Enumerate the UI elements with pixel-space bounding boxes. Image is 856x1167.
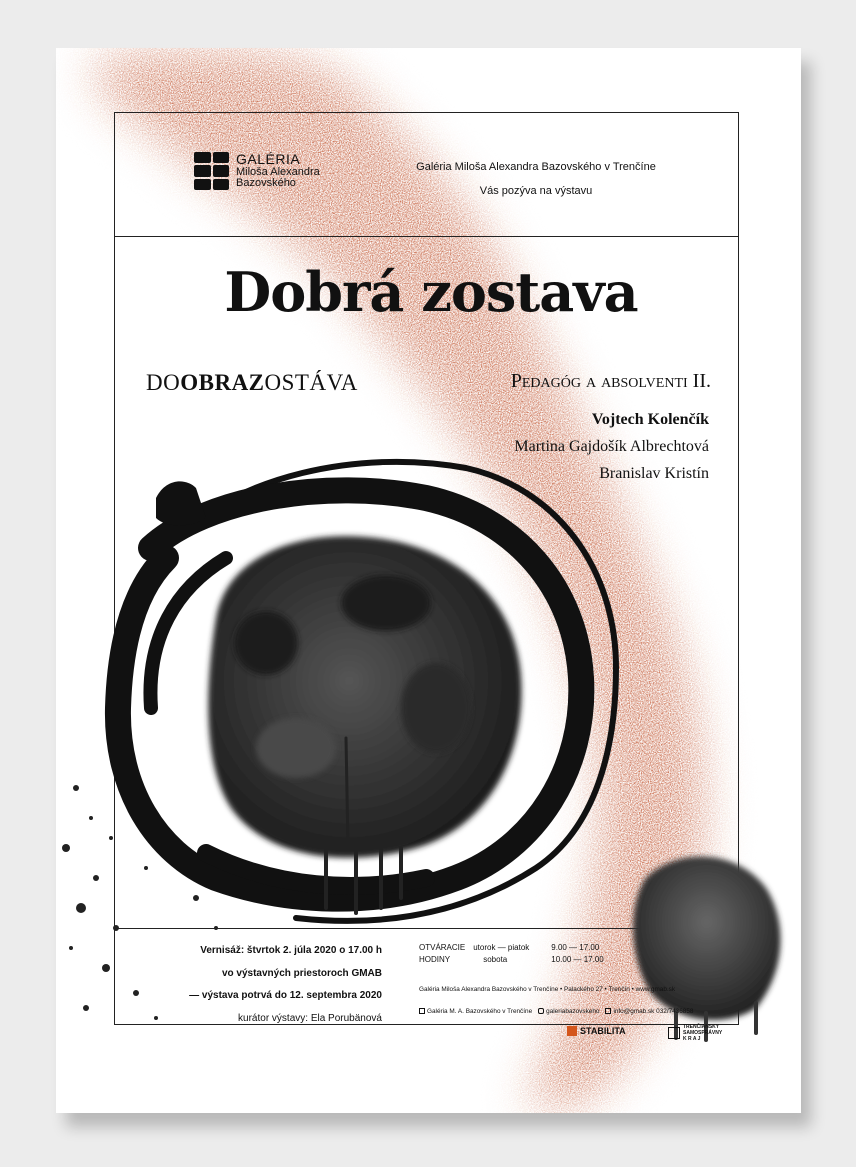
invite-gallery: Galéria Miloša Alexandra Bazovského v Trenčíne	[416, 161, 656, 173]
subtitle-part-2: OBRAZ	[180, 370, 265, 395]
event-details	[156, 940, 382, 1030]
hours-label-1: OTVÁRACIE	[419, 943, 466, 952]
facebook-link[interactable]	[419, 1008, 532, 1015]
header-divider	[114, 236, 739, 237]
instagram-link[interactable]	[538, 1008, 599, 1015]
facebook-icon	[419, 1008, 425, 1014]
poster	[56, 48, 801, 1113]
exhibition-subtitle	[146, 370, 358, 396]
venue: vo výstavných priestoroch GMAB	[221, 967, 382, 979]
gallery-logo	[194, 152, 320, 190]
artist-name: Martina Gajdošík Albrechtová	[514, 438, 709, 455]
gallery-address: Galéria Miloša Alexandra Bazovského v Trenčíne • Palackého 27 • Trenčín • www.gmab.sk	[419, 986, 676, 993]
gallery-logo-text	[236, 152, 320, 190]
stabilita-logo-icon	[567, 1026, 577, 1036]
curator: kurátor výstavy: Ela Porubänová	[238, 1012, 382, 1024]
sponsor2-line3: K R A J	[683, 1036, 701, 1042]
sponsor-region	[668, 1024, 722, 1042]
sponsor2-line1: TRENČIANSKY	[683, 1024, 720, 1030]
artist-name: Vojtech Kolenčík	[591, 411, 709, 428]
sponsor1-text: STABILITA	[580, 1026, 626, 1036]
subtitle-part-1: DO	[146, 370, 181, 395]
logo-line-3: Bazovského	[236, 177, 296, 190]
saturday-days: sobota	[483, 955, 508, 964]
instagram-text: galeriabazovskeho	[546, 1008, 600, 1015]
opening-hours	[419, 943, 612, 967]
exhibition-duration: — výstava potrvá do 12. septembra 2020	[189, 990, 382, 1001]
saturday-time: 10.00 — 17.00	[551, 955, 604, 964]
instagram-icon	[538, 1008, 544, 1014]
weekday-days: utorok — piatok	[473, 943, 530, 952]
series-title: Pedagóg a absolventi II.	[510, 370, 711, 392]
exhibition-title: Dobrá zostava	[224, 260, 638, 324]
logo-line-2: Miloša Alexandra	[236, 165, 320, 178]
hours-label-2: HODINY	[419, 955, 451, 964]
region-logo-icon	[668, 1027, 680, 1039]
mail-icon	[605, 1008, 611, 1014]
sponsor-stabilita	[567, 1026, 626, 1036]
vernissage-date: Vernisáž: štvrtok 2. júla 2020 o 17.00 h	[200, 945, 382, 956]
weekday-time: 9.00 — 17.00	[551, 943, 600, 952]
invite-text: Vás pozýva na výstavu	[479, 185, 593, 197]
facebook-text: Galéria M. A. Bazovského v Trenčíne	[427, 1008, 533, 1015]
invitation	[386, 155, 686, 203]
logo-line-1: GALÉRIA	[236, 151, 301, 168]
social-links	[419, 1008, 693, 1015]
artist-name: Branislav Kristín	[599, 465, 709, 482]
gmab-logo-icon	[194, 152, 229, 190]
sponsor2-line2: SAMOSPRÁVNY	[683, 1030, 723, 1036]
subtitle-part-3: OSTÁVA	[264, 370, 358, 395]
contact-link[interactable]	[605, 1008, 693, 1015]
contact-text: info@gmab.sk 032/7436858	[613, 1008, 694, 1015]
